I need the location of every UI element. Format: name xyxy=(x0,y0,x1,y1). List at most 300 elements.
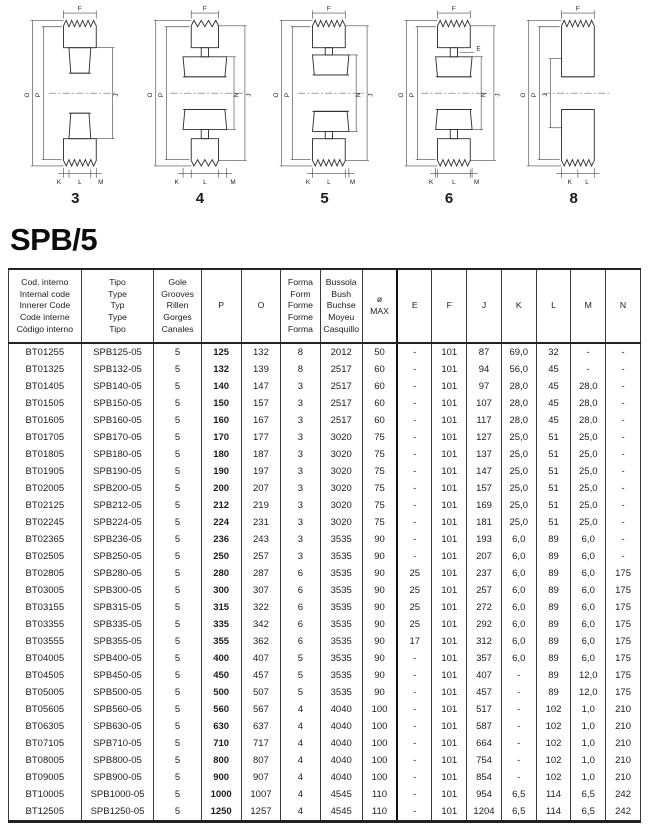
cell-f: 101 xyxy=(432,650,467,667)
dim-label-K: K xyxy=(428,179,433,186)
cell-p: 170 xyxy=(201,429,241,446)
cell-dmax: 90 xyxy=(362,684,397,701)
cell-dmax: 60 xyxy=(362,378,397,395)
cell-j: 1204 xyxy=(467,803,502,822)
cell-e: - xyxy=(397,548,432,565)
cell-l: 89 xyxy=(536,565,571,582)
cell-n: - xyxy=(606,497,641,514)
cell-l: 32 xyxy=(536,343,571,361)
cell-j: 137 xyxy=(467,446,502,463)
col-header-o: O xyxy=(241,269,281,343)
dim-label-L: L xyxy=(78,179,82,186)
dim-label-O: O xyxy=(397,92,405,98)
cell-dmax: 100 xyxy=(362,769,397,786)
cell-k: 6,0 xyxy=(501,548,536,565)
cell-n: 242 xyxy=(606,786,641,803)
cell-j: 193 xyxy=(467,531,502,548)
cell-n: - xyxy=(606,412,641,429)
figure-form-5 xyxy=(267,4,382,212)
cell-code: BT03155 xyxy=(25,602,65,614)
col-header-k: K xyxy=(501,269,536,343)
cell-p: 315 xyxy=(201,599,241,616)
cell-e: - xyxy=(397,531,432,548)
cell-o: 243 xyxy=(241,531,281,548)
dim-label-K: K xyxy=(567,179,573,186)
cell-dmax: 60 xyxy=(362,412,397,429)
cell-code: BT02125 xyxy=(25,500,65,512)
cell-m: 6,0 xyxy=(571,531,606,548)
cell-n: - xyxy=(606,343,641,361)
cell-m: 1,0 xyxy=(571,718,606,735)
cell-m: 25,0 xyxy=(571,480,606,497)
cell-f: 101 xyxy=(432,531,467,548)
cell-p: 132 xyxy=(201,361,241,378)
cell-f: 101 xyxy=(432,378,467,395)
cell-form: 3 xyxy=(281,480,320,497)
cell-k: - xyxy=(501,735,536,752)
cell-f: 101 xyxy=(432,803,467,822)
cell-grooves: 5 xyxy=(154,582,201,599)
dim-label-N: N xyxy=(233,92,241,98)
cell-p: 180 xyxy=(201,446,241,463)
cell-f: 101 xyxy=(432,701,467,718)
table-row xyxy=(9,616,641,633)
cell-l: 89 xyxy=(536,548,571,565)
cell-o: 187 xyxy=(241,446,281,463)
cell-code: BT08005 xyxy=(25,755,65,767)
cell-n: - xyxy=(606,429,641,446)
cell-j: 587 xyxy=(467,718,502,735)
cell-o: 139 xyxy=(241,361,281,378)
cell-e: 25 xyxy=(397,565,432,582)
cell-e: - xyxy=(397,446,432,463)
cell-type: SPB160-05 xyxy=(81,412,154,429)
cell-j: 292 xyxy=(467,616,502,633)
cell-l: 114 xyxy=(536,786,571,803)
cell-m: 6,0 xyxy=(571,582,606,599)
cell-l: 89 xyxy=(536,531,571,548)
cell-k: 6,5 xyxy=(501,803,536,822)
cell-j: 257 xyxy=(467,582,502,599)
cell-n: 175 xyxy=(606,616,641,633)
cell-e: 17 xyxy=(397,633,432,650)
cell-form: 3 xyxy=(281,446,320,463)
cell-l: 89 xyxy=(536,599,571,616)
cell-bush: 3535 xyxy=(320,548,362,565)
cell-p: 280 xyxy=(201,565,241,582)
cell-type: SPB150-05 xyxy=(81,395,154,412)
cell-m: 1,0 xyxy=(571,735,606,752)
cell-j: 237 xyxy=(467,565,502,582)
pulley-cross-section xyxy=(544,20,611,166)
cell-grooves: 5 xyxy=(154,497,201,514)
cell-code: BT09005 xyxy=(25,772,65,784)
cell-form: 3 xyxy=(281,548,320,565)
cell-grooves: 5 xyxy=(154,361,201,378)
cell-f: 101 xyxy=(432,514,467,531)
col-header-n: N xyxy=(606,269,641,343)
cell-bush: 3535 xyxy=(320,684,362,701)
figure-form-3 xyxy=(18,4,133,212)
cell-code: BT01325 xyxy=(25,364,65,376)
cell-o: 807 xyxy=(241,752,281,769)
cell-type: SPB125-05 xyxy=(81,343,154,361)
cell-bush: 2517 xyxy=(320,395,362,412)
cell-grooves: 5 xyxy=(154,429,201,446)
dim-label-M: M xyxy=(350,179,356,186)
cell-code: BT01605 xyxy=(25,415,65,427)
cell-l: 45 xyxy=(536,378,571,395)
table-row xyxy=(9,565,641,582)
cell-k: 25,0 xyxy=(501,463,536,480)
cell-f: 101 xyxy=(432,786,467,803)
cell-k: 28,0 xyxy=(501,378,536,395)
cell-code: BT01505 xyxy=(25,398,65,410)
cell-m: 25,0 xyxy=(571,497,606,514)
cell-grooves: 5 xyxy=(154,412,201,429)
cell-form: 3 xyxy=(281,531,320,548)
cell-e: - xyxy=(397,701,432,718)
cell-form: 3 xyxy=(281,412,320,429)
cell-n: - xyxy=(606,548,641,565)
cell-bush: 3020 xyxy=(320,463,362,480)
cell-type: SPB900-05 xyxy=(81,769,154,786)
cell-form: 4 xyxy=(281,786,320,803)
cell-f: 101 xyxy=(432,395,467,412)
cell-l: 102 xyxy=(536,735,571,752)
cell-dmax: 60 xyxy=(362,395,397,412)
table-row xyxy=(9,599,641,616)
cell-p: 400 xyxy=(201,650,241,667)
cell-p: 630 xyxy=(201,718,241,735)
cell-grooves: 5 xyxy=(154,718,201,735)
cell-j: 97 xyxy=(467,378,502,395)
cell-k: 6,0 xyxy=(501,531,536,548)
cell-m: - xyxy=(571,343,606,361)
cell-o: 207 xyxy=(241,480,281,497)
cell-code: BT05005 xyxy=(25,687,65,699)
col-header-f: F xyxy=(432,269,467,343)
cell-k: 6,0 xyxy=(501,650,536,667)
col-header-form: Forma Form Forme Forme Forma xyxy=(281,269,320,343)
cell-type: SPB200-05 xyxy=(81,480,154,497)
cell-dmax: 90 xyxy=(362,616,397,633)
dim-label-O: O xyxy=(23,92,31,98)
cell-f: 101 xyxy=(432,429,467,446)
cell-grooves: 5 xyxy=(154,786,201,803)
cell-form: 4 xyxy=(281,718,320,735)
cell-code: BT01905 xyxy=(25,466,65,478)
cell-m: 6,0 xyxy=(571,650,606,667)
cell-f: 101 xyxy=(432,599,467,616)
cell-o: 157 xyxy=(241,395,281,412)
cell-p: 140 xyxy=(201,378,241,395)
cell-type: SPB450-05 xyxy=(81,667,154,684)
cell-m: 25,0 xyxy=(571,429,606,446)
table-row xyxy=(9,395,641,412)
cell-code: BT01805 xyxy=(25,449,65,461)
cell-grooves: 5 xyxy=(154,633,201,650)
cell-l: 102 xyxy=(536,718,571,735)
cell-form: 3 xyxy=(281,378,320,395)
cell-p: 1000 xyxy=(201,786,241,803)
cell-o: 287 xyxy=(241,565,281,582)
cell-m: 25,0 xyxy=(571,463,606,480)
cell-e: - xyxy=(397,343,432,361)
dim-label-J: J xyxy=(244,93,252,97)
cell-l: 89 xyxy=(536,633,571,650)
cell-f: 101 xyxy=(432,565,467,582)
dim-label-O: O xyxy=(520,92,528,98)
cell-f: 101 xyxy=(432,463,467,480)
cell-type: SPB140-05 xyxy=(81,378,154,395)
cell-j: 407 xyxy=(467,667,502,684)
pulley-cross-section xyxy=(170,20,243,166)
cell-dmax: 90 xyxy=(362,531,397,548)
cell-dmax: 75 xyxy=(362,497,397,514)
table-row xyxy=(9,446,641,463)
cell-j: 954 xyxy=(467,786,502,803)
figure-form-6 xyxy=(392,4,507,212)
dim-label-J: J xyxy=(494,93,502,97)
cell-l: 51 xyxy=(536,446,571,463)
cell-l: 51 xyxy=(536,497,571,514)
cell-p: 150 xyxy=(201,395,241,412)
cell-j: 169 xyxy=(467,497,502,514)
dim-label-F: F xyxy=(451,5,456,13)
table-row xyxy=(9,684,641,701)
dim-label-O: O xyxy=(146,92,154,98)
cell-o: 342 xyxy=(241,616,281,633)
table-row xyxy=(9,803,641,822)
cell-k: 25,0 xyxy=(501,446,536,463)
col-header-grooves: Gole Grooves Rillen Gorges Canales xyxy=(154,269,201,343)
table-row xyxy=(9,735,641,752)
cell-bush: 3535 xyxy=(320,650,362,667)
col-header-bush: Bussola Bush Buchse Moyeu Casquillo xyxy=(320,269,362,343)
cell-type: SPB630-05 xyxy=(81,718,154,735)
cell-grooves: 5 xyxy=(154,735,201,752)
cell-bush: 3020 xyxy=(320,514,362,531)
figure-number: 3 xyxy=(71,190,80,207)
cell-l: 51 xyxy=(536,514,571,531)
cell-o: 322 xyxy=(241,599,281,616)
cell-m: 1,0 xyxy=(571,752,606,769)
cell-e: - xyxy=(397,667,432,684)
table-row xyxy=(9,650,641,667)
cell-j: 754 xyxy=(467,752,502,769)
cell-p: 355 xyxy=(201,633,241,650)
cell-dmax: 60 xyxy=(362,361,397,378)
cell-dmax: 100 xyxy=(362,701,397,718)
cell-form: 6 xyxy=(281,633,320,650)
cell-form: 3 xyxy=(281,497,320,514)
dim-label-F: F xyxy=(202,5,207,13)
table-row xyxy=(9,412,641,429)
cell-bush: 2012 xyxy=(320,343,362,361)
cell-f: 101 xyxy=(432,667,467,684)
cell-j: 312 xyxy=(467,633,502,650)
cell-form: 4 xyxy=(281,752,320,769)
cell-type: SPB335-05 xyxy=(81,616,154,633)
cell-p: 450 xyxy=(201,667,241,684)
cell-grooves: 5 xyxy=(154,463,201,480)
cell-dmax: 90 xyxy=(362,565,397,582)
cell-o: 1257 xyxy=(241,803,281,822)
cell-e: - xyxy=(397,786,432,803)
cell-m: 25,0 xyxy=(571,514,606,531)
cell-k: 6,5 xyxy=(501,786,536,803)
cell-code: BT04005 xyxy=(25,653,65,665)
cell-n: 242 xyxy=(606,803,641,822)
cell-code: BT03555 xyxy=(25,636,65,648)
cell-bush: 3535 xyxy=(320,616,362,633)
cell-form: 5 xyxy=(281,684,320,701)
cell-dmax: 75 xyxy=(362,429,397,446)
cell-f: 101 xyxy=(432,548,467,565)
cell-form: 4 xyxy=(281,769,320,786)
cell-e: 25 xyxy=(397,599,432,616)
cell-dmax: 75 xyxy=(362,446,397,463)
cell-e: - xyxy=(397,769,432,786)
pulley-diagram-form-3 xyxy=(18,4,133,186)
cell-m: 6,0 xyxy=(571,565,606,582)
cell-o: 147 xyxy=(241,378,281,395)
dim-label-M: M xyxy=(98,179,104,186)
cell-dmax: 100 xyxy=(362,752,397,769)
table-row xyxy=(9,701,641,718)
cell-l: 89 xyxy=(536,684,571,701)
cell-bush: 4040 xyxy=(320,701,362,718)
cell-grooves: 5 xyxy=(154,378,201,395)
cell-o: 362 xyxy=(241,633,281,650)
cell-l: 102 xyxy=(536,769,571,786)
cell-m: 1,0 xyxy=(571,701,606,718)
cell-j: 517 xyxy=(467,701,502,718)
cell-p: 800 xyxy=(201,752,241,769)
figure-form-4 xyxy=(143,4,258,212)
cell-o: 507 xyxy=(241,684,281,701)
cell-type: SPB500-05 xyxy=(81,684,154,701)
cell-form: 3 xyxy=(281,463,320,480)
cell-m: 6,5 xyxy=(571,803,606,822)
cell-dmax: 75 xyxy=(362,514,397,531)
cell-type: SPB190-05 xyxy=(81,463,154,480)
cell-p: 200 xyxy=(201,480,241,497)
cell-l: 89 xyxy=(536,616,571,633)
cell-f: 101 xyxy=(432,446,467,463)
cell-type: SPB1000-05 xyxy=(81,786,154,803)
cell-type: SPB132-05 xyxy=(81,361,154,378)
cell-type: SPB250-05 xyxy=(81,548,154,565)
cell-e: - xyxy=(397,361,432,378)
cell-grooves: 5 xyxy=(154,616,201,633)
table-row xyxy=(9,480,641,497)
cell-p: 710 xyxy=(201,735,241,752)
cell-n: - xyxy=(606,514,641,531)
table-row xyxy=(9,548,641,565)
cell-e: - xyxy=(397,735,432,752)
table-row xyxy=(9,633,641,650)
cell-o: 637 xyxy=(241,718,281,735)
cell-bush: 3535 xyxy=(320,667,362,684)
cell-j: 157 xyxy=(467,480,502,497)
cell-code: BT12505 xyxy=(25,806,65,818)
cell-j: 94 xyxy=(467,361,502,378)
dim-label-P: P xyxy=(408,92,416,98)
cell-m: 1,0 xyxy=(571,769,606,786)
cell-dmax: 90 xyxy=(362,650,397,667)
cell-k: 6,0 xyxy=(501,616,536,633)
table-row xyxy=(9,378,641,395)
table-row xyxy=(9,752,641,769)
table-row xyxy=(9,343,641,361)
cell-l: 45 xyxy=(536,361,571,378)
table-row xyxy=(9,429,641,446)
cell-grooves: 5 xyxy=(154,446,201,463)
cell-m: 6,0 xyxy=(571,599,606,616)
col-header-j: J xyxy=(467,269,502,343)
cell-dmax: 50 xyxy=(362,343,397,361)
cell-type: SPB800-05 xyxy=(81,752,154,769)
cell-f: 101 xyxy=(432,684,467,701)
cell-type: SPB224-05 xyxy=(81,514,154,531)
cell-code: BT02365 xyxy=(25,534,65,546)
cell-grooves: 5 xyxy=(154,514,201,531)
cell-k: 25,0 xyxy=(501,514,536,531)
cell-o: 907 xyxy=(241,769,281,786)
cell-form: 3 xyxy=(281,514,320,531)
cell-f: 101 xyxy=(432,752,467,769)
cell-m: - xyxy=(571,361,606,378)
cell-m: 28,0 xyxy=(571,412,606,429)
dim-label-N: N xyxy=(480,92,488,98)
cell-code: BT02805 xyxy=(25,568,65,580)
dim-label-P: P xyxy=(283,92,291,98)
cell-k: - xyxy=(501,769,536,786)
cell-form: 5 xyxy=(281,667,320,684)
cell-m: 6,0 xyxy=(571,548,606,565)
cell-grooves: 5 xyxy=(154,565,201,582)
cell-m: 12,0 xyxy=(571,684,606,701)
dim-label-F: F xyxy=(327,5,331,13)
cell-type: SPB710-05 xyxy=(81,735,154,752)
cell-bush: 3535 xyxy=(320,633,362,650)
cell-f: 101 xyxy=(432,769,467,786)
cell-n: 175 xyxy=(606,582,641,599)
cell-k: - xyxy=(501,752,536,769)
cell-bush: 3020 xyxy=(320,497,362,514)
cell-p: 1250 xyxy=(201,803,241,822)
cell-n: 210 xyxy=(606,735,641,752)
cell-f: 101 xyxy=(432,480,467,497)
cell-l: 102 xyxy=(536,752,571,769)
cell-n: 175 xyxy=(606,684,641,701)
cell-grooves: 5 xyxy=(154,599,201,616)
cell-bush: 4545 xyxy=(320,803,362,822)
cell-j: 854 xyxy=(467,769,502,786)
cell-bush: 3020 xyxy=(320,429,362,446)
cell-type: SPB400-05 xyxy=(81,650,154,667)
table-row xyxy=(9,769,641,786)
cell-o: 1007 xyxy=(241,786,281,803)
cell-o: 407 xyxy=(241,650,281,667)
col-header-e: E xyxy=(397,269,432,343)
cell-n: 210 xyxy=(606,752,641,769)
cell-dmax: 75 xyxy=(362,463,397,480)
cell-o: 219 xyxy=(241,497,281,514)
dim-label-M: M xyxy=(230,179,236,186)
